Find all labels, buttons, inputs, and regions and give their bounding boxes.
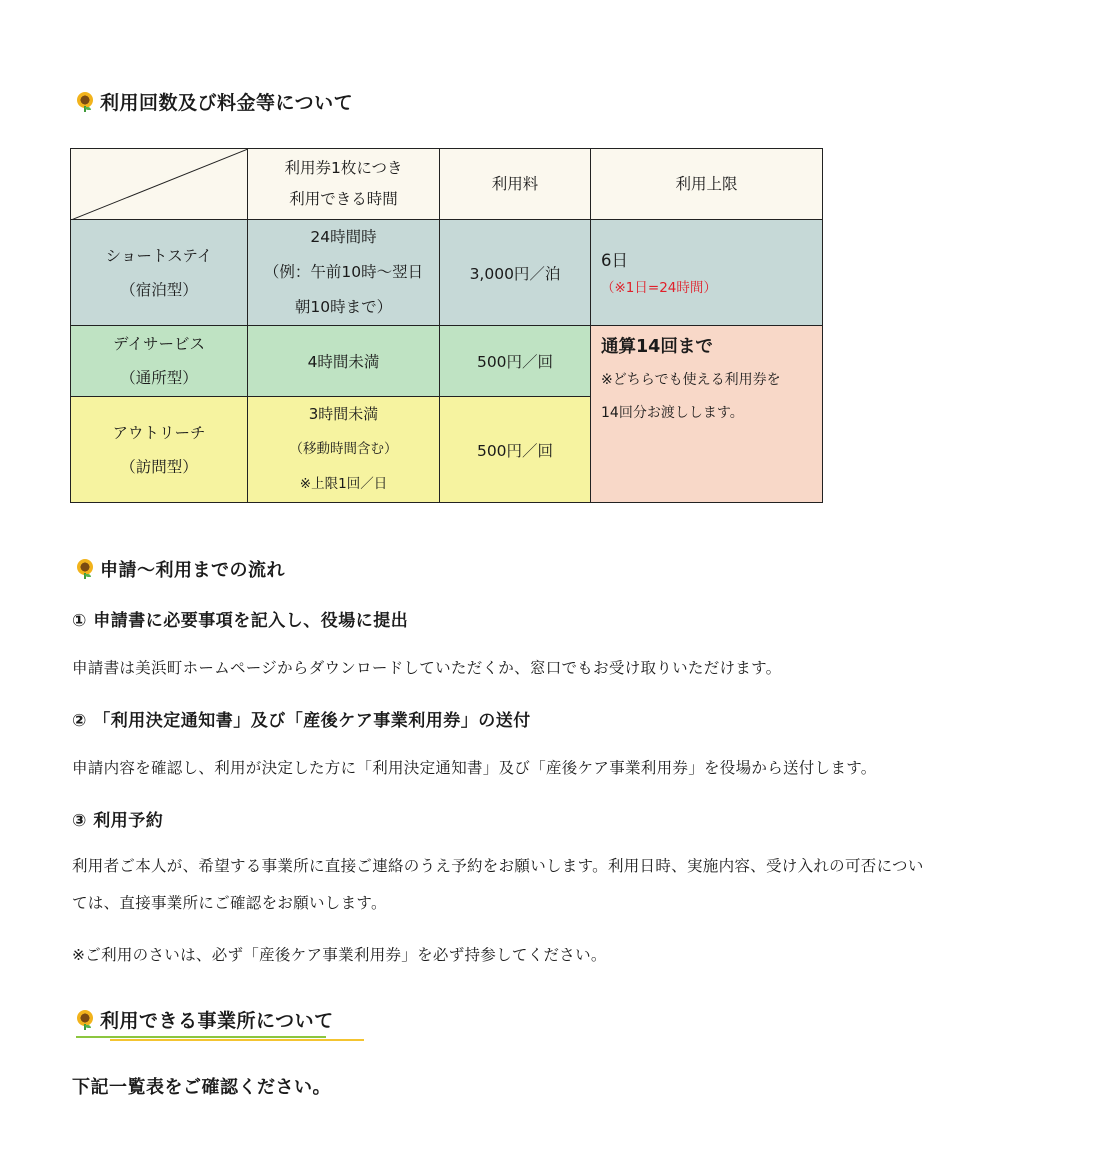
fee-cell: 500円／回 xyxy=(440,326,591,397)
section-title: 利用回数及び料金等について xyxy=(100,92,354,114)
shared-limit-value: 通算14回まで xyxy=(601,337,713,357)
section-heading-usage-fees xyxy=(76,88,353,115)
service-name-cell xyxy=(71,397,248,503)
table-row xyxy=(71,220,823,326)
fee-table xyxy=(70,148,823,503)
heading-underline-yellow xyxy=(110,1039,364,1041)
service-type: （宿泊型） xyxy=(120,280,198,299)
diagonal-line xyxy=(71,149,248,220)
limit-note: （※1日=24時間） xyxy=(601,279,717,296)
time-cell xyxy=(248,397,440,503)
heading-underline-green xyxy=(76,1036,326,1038)
service-name: ショートステイ xyxy=(105,246,213,265)
step-1-label: ① 申請書に必要事項を記入し、役場に提出 xyxy=(72,611,409,631)
limit-value: 6日 xyxy=(601,250,628,270)
time-cell: 4時間未満 xyxy=(248,326,440,397)
facility-list-note: 下記一覧表をご確認ください。 xyxy=(72,1077,331,1098)
header-time xyxy=(248,149,440,220)
sunflower-icon xyxy=(76,1010,94,1030)
sunflower-icon xyxy=(76,559,94,579)
service-name: アウトリーチ xyxy=(112,423,206,442)
service-type: （訪問型） xyxy=(120,457,198,476)
table-header-row xyxy=(71,149,823,220)
step-3-label: ③ 利用予約 xyxy=(72,811,164,831)
shared-limit-note: 14回分お渡しします。 xyxy=(601,405,744,421)
header-time-line1: 利用券1枚につき xyxy=(284,159,403,177)
service-name-cell xyxy=(71,326,248,397)
time-line: （例：午前10時～翌日 xyxy=(263,263,424,281)
time-line: 3時間未満 xyxy=(308,405,379,423)
shared-limit-cell xyxy=(591,326,823,503)
time-line: ※上限1回／日 xyxy=(299,476,388,492)
section-title: 申請～利用までの流れ xyxy=(100,560,285,581)
section-heading-flow xyxy=(76,556,285,582)
step-2-body: 申請内容を確認し、利用が決定した方に「利用決定通知書」及び「産後ケア事業利用券」を役場から送付します。 xyxy=(72,759,877,777)
section-heading-facilities xyxy=(76,1006,334,1033)
limit-cell xyxy=(591,220,823,326)
section-title: 利用できる事業所について xyxy=(100,1010,334,1032)
step-3-body-line: ては、直接事業所にご確認をお願いします。 xyxy=(72,894,387,912)
header-fee: 利用料 xyxy=(440,149,591,220)
service-name: デイサービス xyxy=(113,335,205,353)
step-2-label: ② 「利用決定通知書」及び「産後ケア事業利用券」の送付 xyxy=(72,711,531,731)
sunflower-icon xyxy=(76,92,94,112)
diagonal-header-cell xyxy=(71,149,248,220)
time-line: 朝10時まで） xyxy=(294,298,393,316)
header-time-line2: 利用できる時間 xyxy=(289,190,398,208)
time-cell xyxy=(248,220,440,326)
service-name-cell xyxy=(71,220,248,326)
fee-cell: 3,000円／泊 xyxy=(440,220,591,326)
header-limit: 利用上限 xyxy=(591,149,823,220)
shared-limit-note: ※どちらでも使える利用券を xyxy=(601,372,781,388)
fee-cell: 500円／回 xyxy=(440,397,591,503)
step-3-body xyxy=(72,848,1087,922)
time-line: 24時間時 xyxy=(310,228,377,246)
step-1-body: 申請書は美浜町ホームページからダウンロードしていただくか、窓口でもお受け取りいただけます。 xyxy=(72,659,782,677)
step-3-note: ※ご利用のさいは、必ず「産後ケア事業利用券」を必ず持参してください。 xyxy=(72,946,607,964)
time-line: （移動時間含む） xyxy=(289,441,398,457)
step-3-body-line: 利用者ご本人が、希望する事業所に直接ご連絡のうえ予約をお願いします。利用日時、実施内容、受け入れの可否につい xyxy=(72,857,924,875)
table-row xyxy=(71,326,823,397)
service-type: （通所型） xyxy=(120,369,198,387)
